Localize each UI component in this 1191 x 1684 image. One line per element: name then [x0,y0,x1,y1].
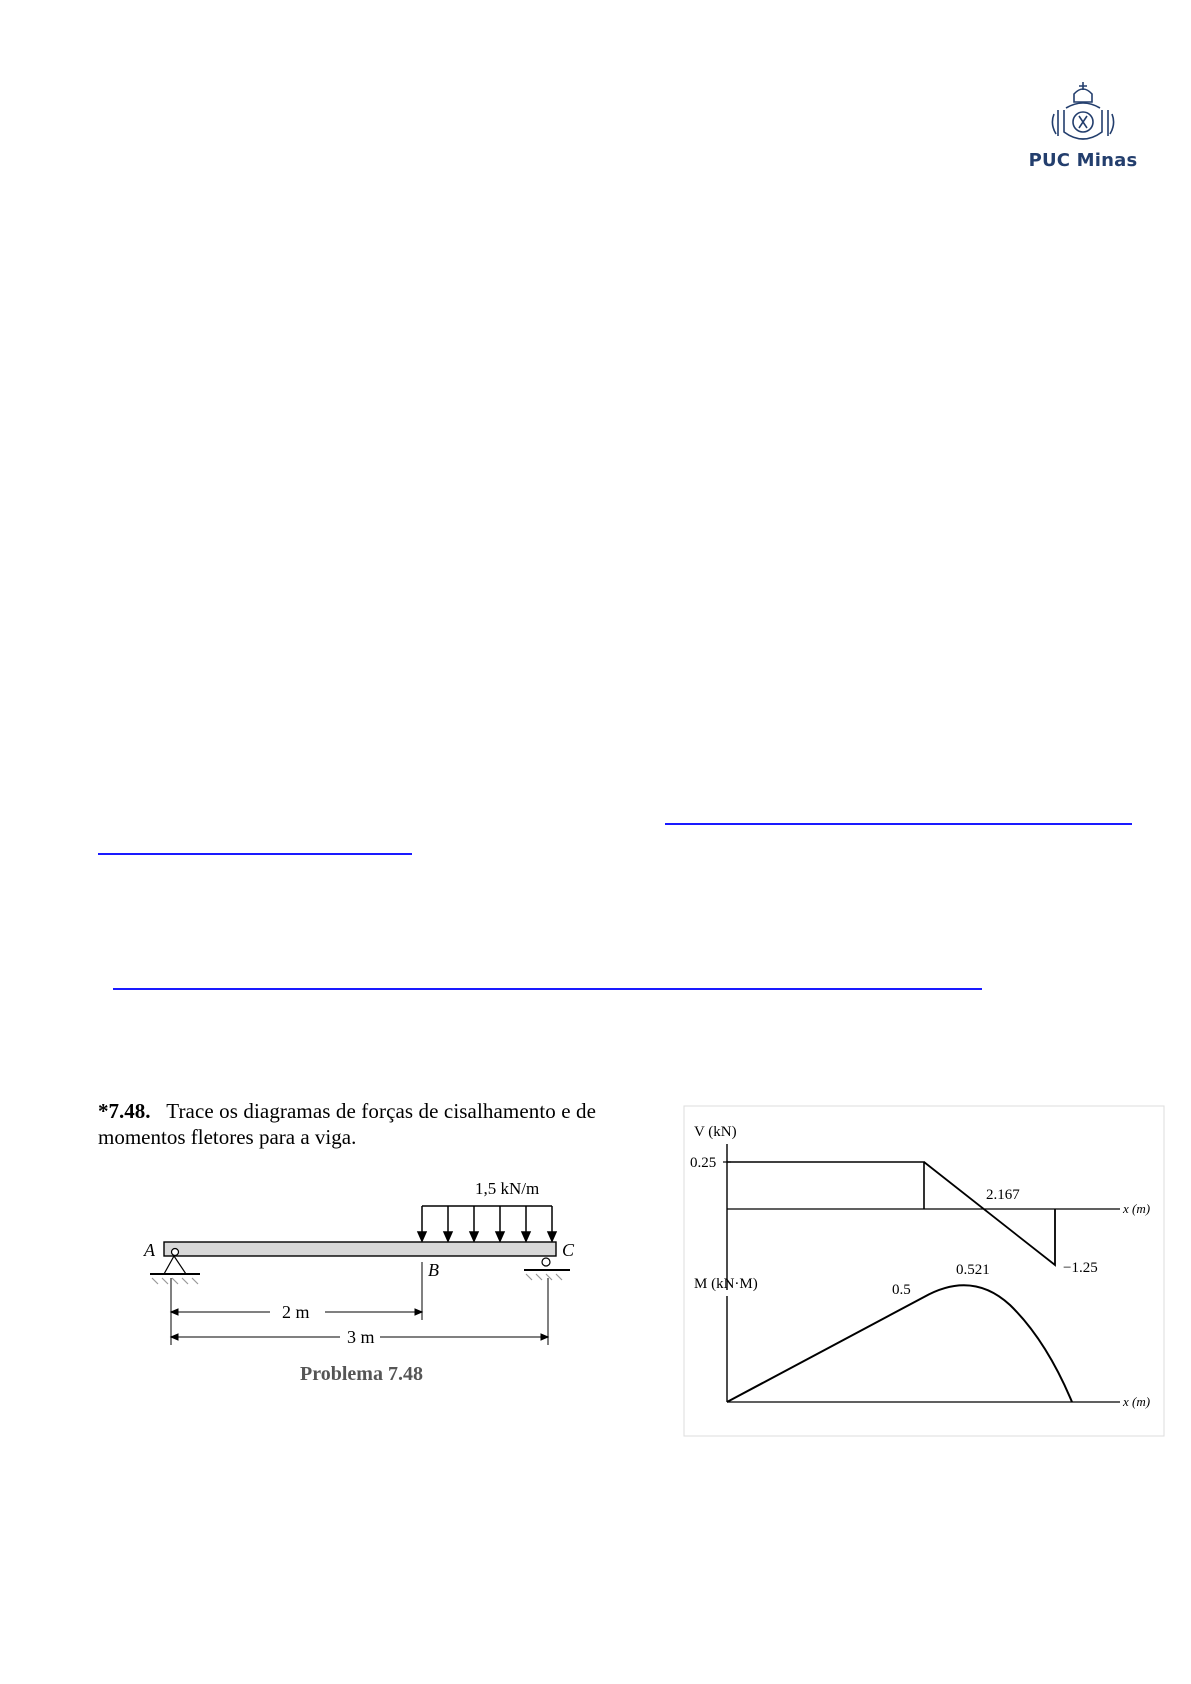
coat-of-arms-icon [1048,80,1118,148]
v-end-value: −1.25 [1063,1260,1098,1276]
v-zero-value: 2.167 [986,1187,1020,1203]
label-c: C [562,1240,575,1260]
m-at-b-value: 0.5 [892,1282,911,1298]
m-axis-label: M (kN·M) [694,1276,758,1292]
problem-line-1: Trace os diagramas de forças de cisalhamento e de [166,1099,597,1123]
dim-3m: 3 m [347,1327,375,1347]
beam-figure [130,1170,620,1370]
roller-support-c [524,1258,570,1280]
shear-moment-diagram [680,1100,1170,1440]
m-max-value: 0.521 [956,1262,990,1278]
v-start-value: 0.25 [690,1155,717,1171]
logo-text: PUC Minas [1028,150,1138,171]
figure-caption: Problema 7.48 [300,1363,423,1385]
link-underline-1[interactable] [665,823,1132,825]
beam-body [164,1242,556,1256]
problem-number: *7.48. [98,1099,151,1123]
puc-minas-logo [1028,80,1138,175]
load-label: 1,5 kN/m [475,1179,540,1198]
label-a: A [144,1240,155,1260]
problem-line-2: momentos fletores para a viga. [98,1125,357,1149]
problem-statement [98,1098,648,1150]
label-b: B [428,1260,439,1280]
v-axis-label: V (kN) [694,1124,737,1140]
link-underline-2[interactable] [98,853,412,855]
link-underline-3[interactable] [113,988,982,990]
dim-2m: 2 m [282,1302,310,1322]
m-x-label: x (m) [1123,1394,1151,1409]
v-x-label: x (m) [1123,1201,1151,1216]
distributed-load [418,1206,556,1241]
